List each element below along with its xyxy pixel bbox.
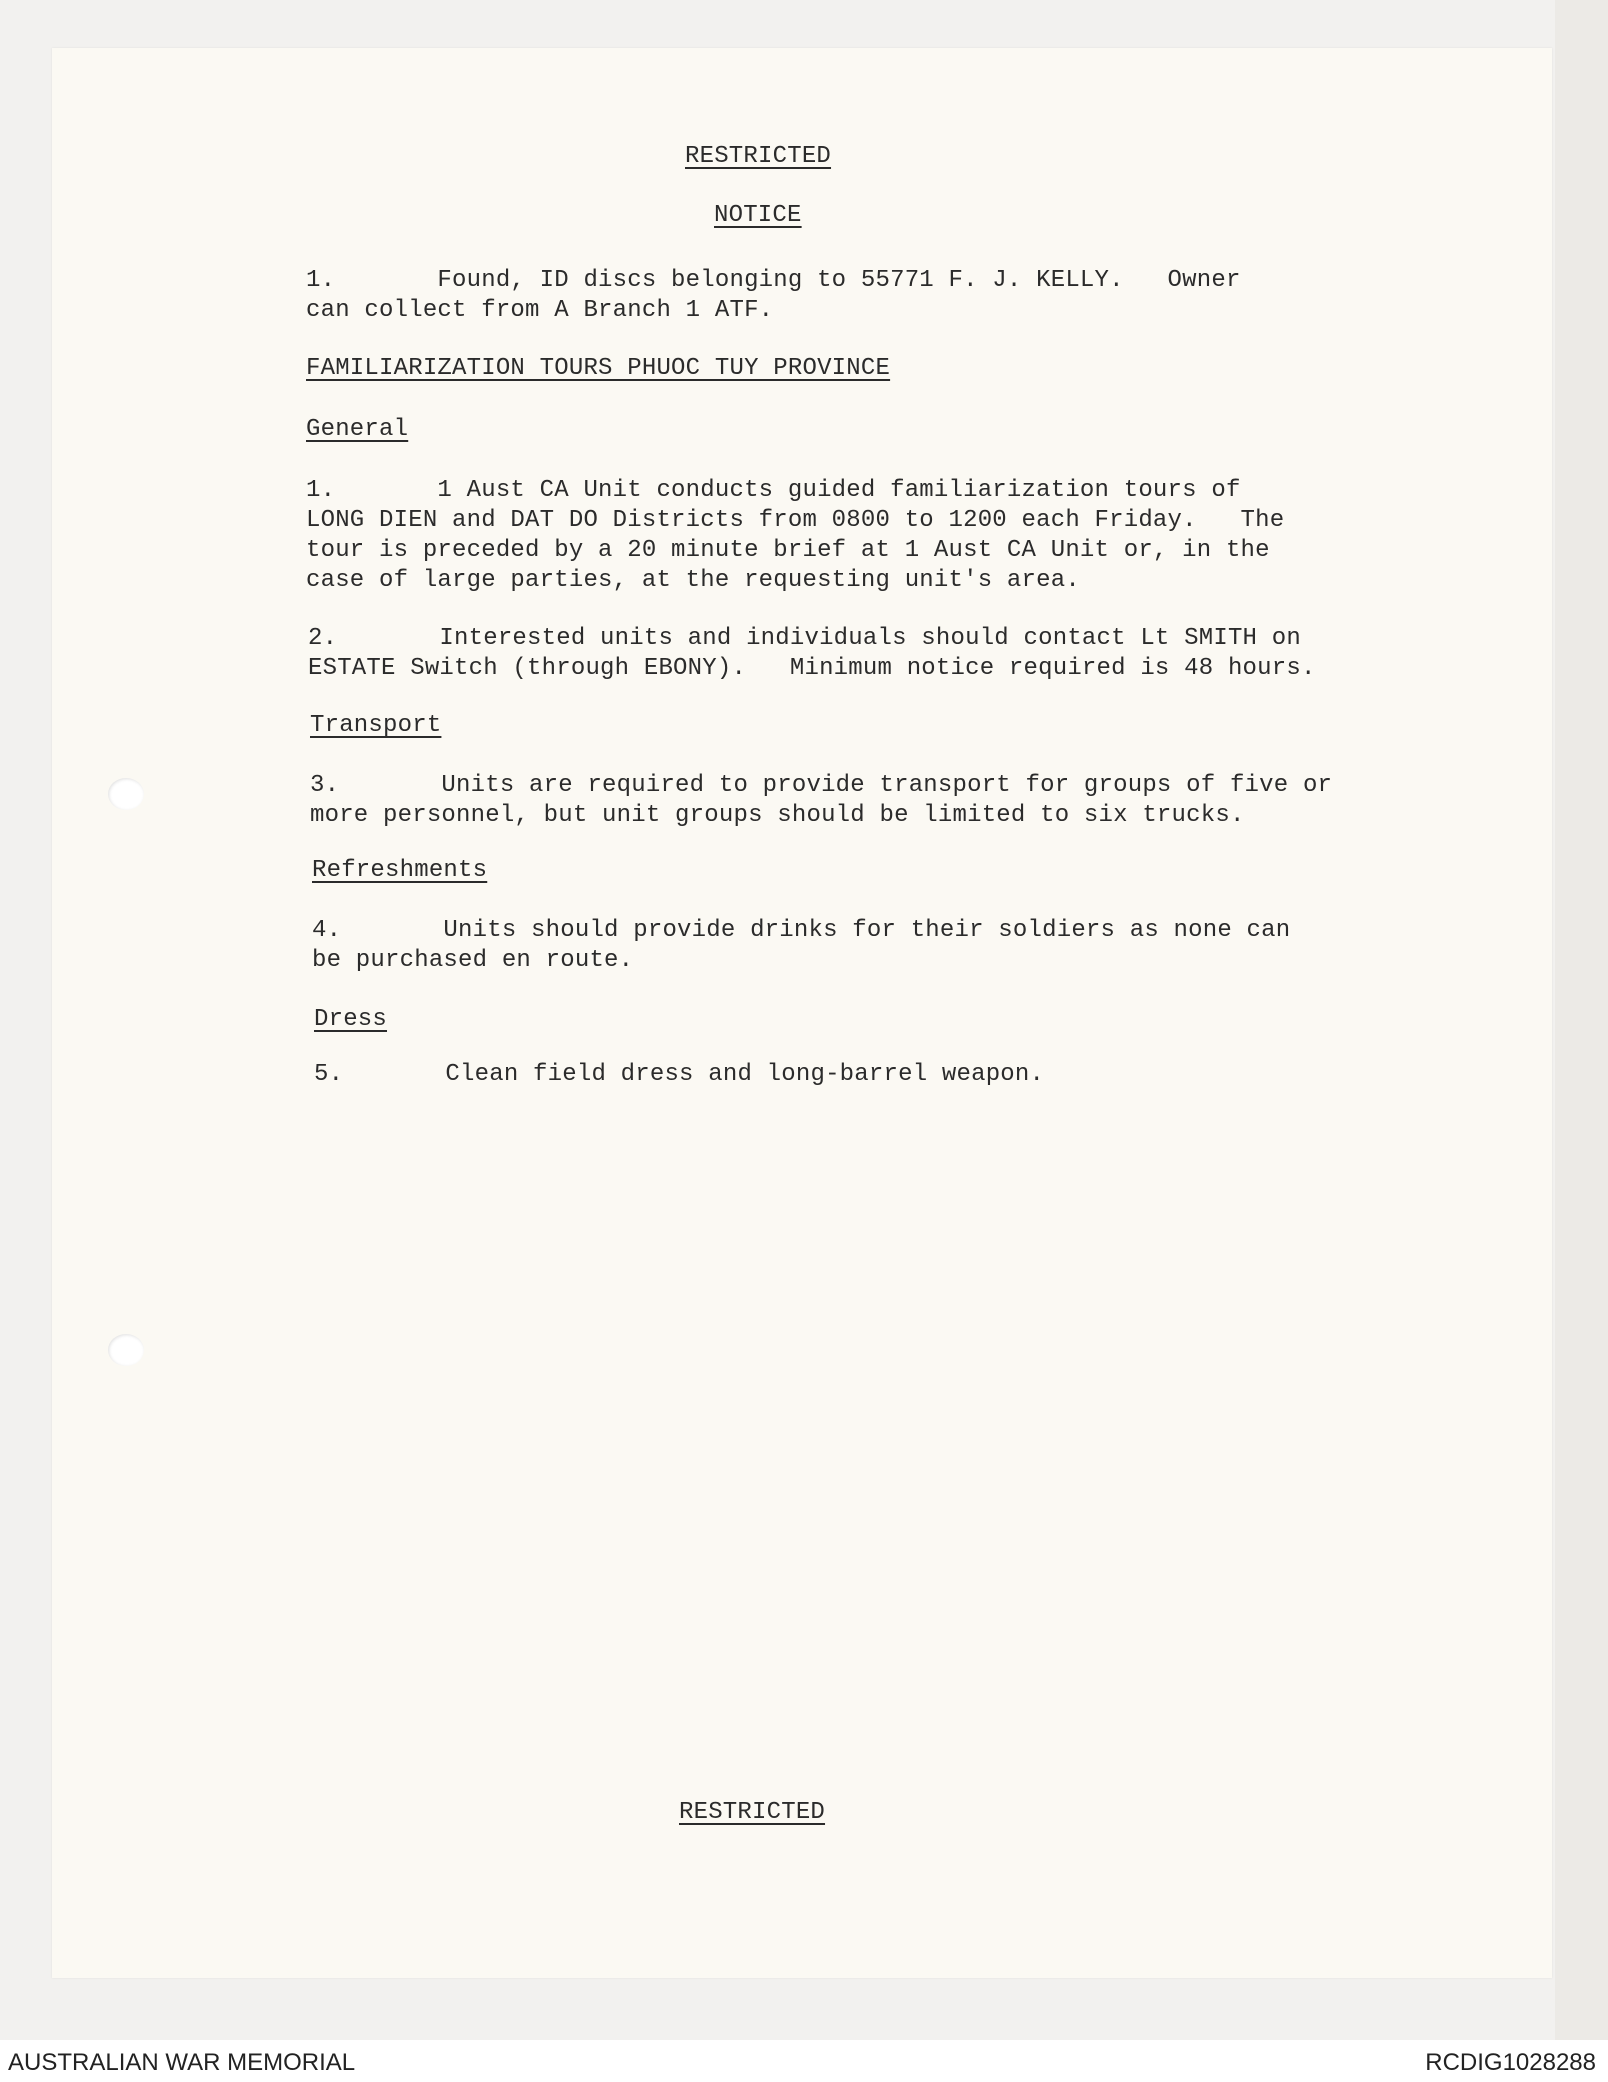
refreshments-heading: Refreshments bbox=[312, 857, 488, 884]
dress-heading: Dress bbox=[314, 1006, 388, 1033]
transport-p3-line1: 3. Units are required to provide transport for groups of five or bbox=[310, 772, 1333, 799]
punch-hole-lower bbox=[108, 1334, 144, 1366]
archive-footer-left: AUSTRALIAN WAR MEMORIAL bbox=[8, 2049, 356, 2076]
general-heading: General bbox=[306, 416, 409, 443]
header-restricted: RESTRICTED bbox=[685, 143, 832, 170]
general-p1-line3: tour is preceded by a 20 minute brief at 1 Aust CA Unit or, in the bbox=[306, 537, 1270, 564]
scan-edge bbox=[1555, 0, 1608, 2040]
archive-footer-right: RCDIG1028288 bbox=[1425, 2049, 1596, 2076]
punch-hole-upper bbox=[108, 778, 144, 810]
notice-title: NOTICE bbox=[714, 202, 802, 229]
item1-line1: 1. Found, ID discs belonging to 55771 F. J. KELLY. Owner bbox=[306, 267, 1241, 294]
transport-heading: Transport bbox=[310, 712, 442, 739]
refreshments-p4-line2: be purchased en route. bbox=[312, 947, 634, 974]
transport-p3-line2: more personnel, but unit groups should be limited to six trucks. bbox=[310, 802, 1245, 829]
item1-line2: can collect from A Branch 1 ATF. bbox=[306, 297, 774, 324]
refreshments-p4-line1: 4. Units should provide drinks for their soldiers as none can bbox=[312, 917, 1291, 944]
general-p2-line1: 2. Interested units and individuals should contact Lt SMITH on bbox=[308, 625, 1301, 652]
general-p1-line4: case of large parties, at the requesting unit's area. bbox=[306, 567, 1080, 594]
dress-p5: 5. Clean field dress and long-barrel weapon. bbox=[314, 1061, 1045, 1088]
section-heading: FAMILIARIZATION TOURS PHUOC TUY PROVINCE bbox=[306, 355, 891, 382]
document-page bbox=[52, 48, 1552, 1978]
general-p1-line1: 1. 1 Aust CA Unit conducts guided familiarization tours of bbox=[306, 477, 1241, 504]
general-p2-line2: ESTATE Switch (through EBONY). Minimum notice required is 48 hours. bbox=[308, 655, 1316, 682]
general-p1-line2: LONG DIEN and DAT DO Districts from 0800 to 1200 each Friday. The bbox=[306, 507, 1285, 534]
footer-restricted: RESTRICTED bbox=[679, 1799, 826, 1826]
